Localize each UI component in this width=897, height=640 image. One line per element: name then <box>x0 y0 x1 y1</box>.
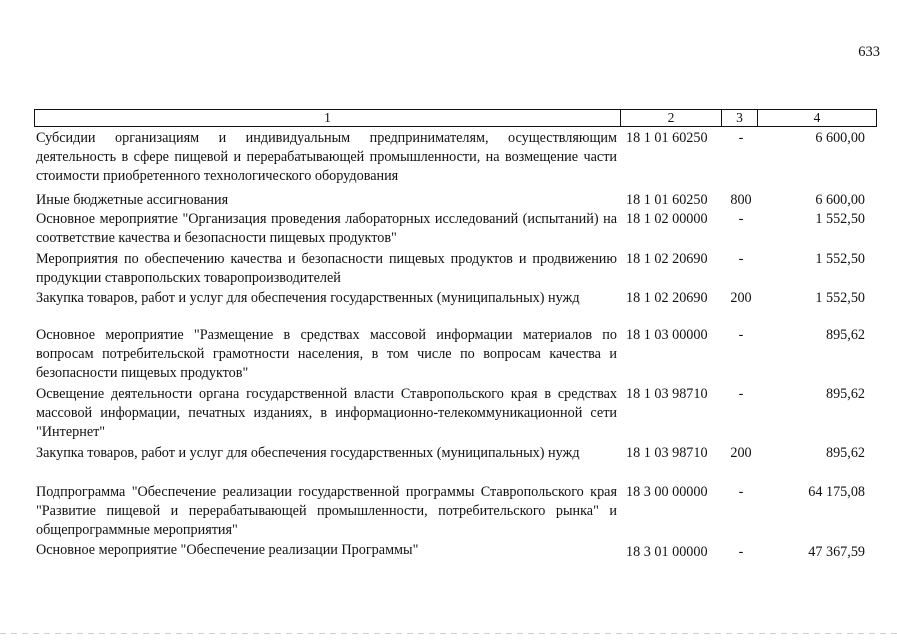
row-name: Подпрограмма "Обеспечение реализации государственной программы Ставропольского края "Развитие пищевой и перерабатывающей промышленности, потребительского рынка" и общепрограммные мероприятия" <box>36 484 617 538</box>
row-sum: 6 600,00 <box>815 130 865 146</box>
header-col-3: 3 <box>722 110 758 126</box>
row-type: 800 <box>730 192 752 208</box>
row-sum: 1 552,50 <box>815 251 865 267</box>
row-code: 18 1 02 20690 <box>626 251 708 267</box>
row-sum: 895,62 <box>825 386 865 402</box>
row-code: 18 1 01 60250 <box>626 130 708 146</box>
row-type: - <box>738 251 744 267</box>
table-header <box>34 109 877 127</box>
row-sum: 1 552,50 <box>815 290 865 306</box>
row-name: Закупка товаров, работ и услуг для обеспечения государственных (муниципальных) нужд <box>36 290 580 306</box>
row-type: 200 <box>730 445 752 461</box>
row-type: - <box>738 327 744 343</box>
row-code: 18 1 03 00000 <box>626 327 708 343</box>
row-code: 18 3 00 00000 <box>626 484 708 500</box>
row-name: Закупка товаров, работ и услуг для обеспечения государственных (муниципальных) нужд <box>36 445 580 461</box>
header-col-4: 4 <box>813 110 821 125</box>
row-name: Освещение деятельности органа государственной власти Ставропольского края в средствах массовой информации, печатных изданиях, в информационно-телекоммуникационной сети "Интернет" <box>36 386 617 440</box>
row-type: - <box>738 484 744 500</box>
row-name: Основное мероприятие "Обеспечение реализации Программы" <box>36 542 419 558</box>
row-sum: 895,62 <box>825 327 865 343</box>
row-name: Субсидии организациям и индивидуальным предпринимателям, осуществляющим деятельность в сфере пищевой и перерабатывающей промышленности, на возмещение части стоимости приобретенного технологического оборудования <box>36 130 617 184</box>
row-name: Иные бюджетные ассигнования <box>36 192 229 208</box>
scan-edge-line <box>0 633 897 634</box>
row-type: - <box>738 386 744 402</box>
row-type: - <box>738 544 744 560</box>
row-code: 18 1 02 20690 <box>626 290 708 306</box>
row-sum: 47 367,59 <box>808 544 865 560</box>
row-code: 18 1 03 98710 <box>626 445 708 461</box>
row-code: 18 1 02 00000 <box>626 211 708 227</box>
row-code: 18 1 01 60250 <box>626 192 708 208</box>
row-sum: 895,62 <box>825 445 865 461</box>
row-code: 18 1 03 98710 <box>626 386 708 402</box>
row-code: 18 3 01 00000 <box>626 544 708 560</box>
row-name: Мероприятия по обеспечению качества и безопасности пищевых продуктов и продвижению продукции ставропольских товаропроизводителей <box>36 251 617 286</box>
page-number: 633 <box>858 44 880 60</box>
row-type: - <box>738 211 744 227</box>
row-sum: 1 552,50 <box>815 211 865 227</box>
header-col-1: 1 <box>35 110 621 126</box>
row-name: Основное мероприятие "Размещение в средствах массовой информации материалов по вопросам потребительской грамотности населения, в том числе по вопросам качества и безопасности пищевых продуктов" <box>36 327 617 381</box>
row-type: 200 <box>730 290 752 306</box>
row-name: Основное мероприятие "Организация проведения лабораторных исследований (испытаний) на соответствие качества и безопасности пищевых продуктов" <box>36 211 617 246</box>
row-sum: 64 175,08 <box>808 484 865 500</box>
row-type: - <box>738 130 744 146</box>
row-sum: 6 600,00 <box>815 192 865 208</box>
header-col-2: 2 <box>621 110 722 126</box>
